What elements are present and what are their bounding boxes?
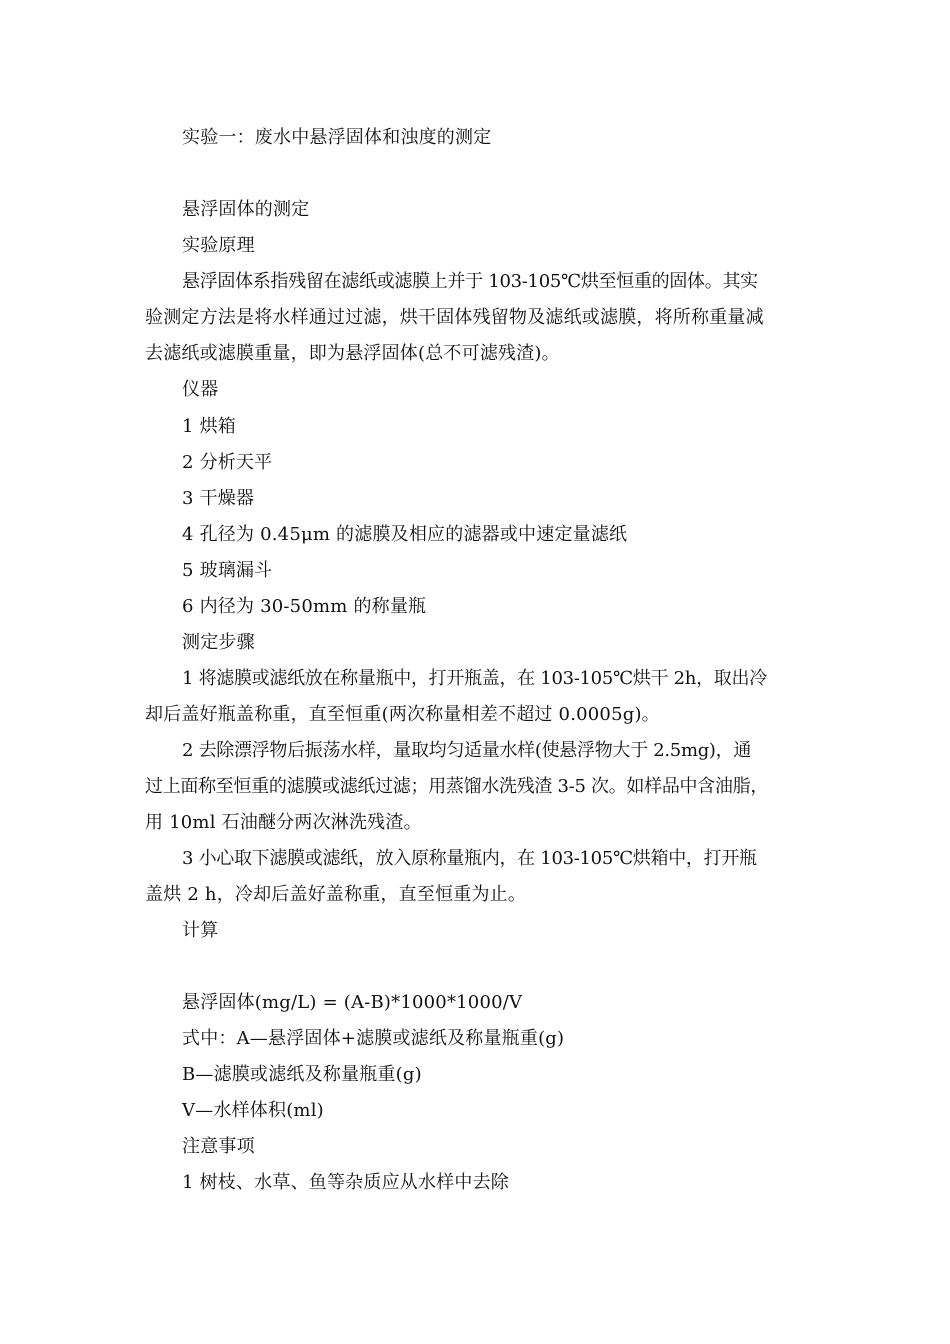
section-heading: 悬浮固体的测定 <box>182 199 310 220</box>
instruments-heading: 仪器 <box>182 379 219 400</box>
instrument-item: 5 玻璃漏斗 <box>182 560 273 581</box>
calc-heading: 计算 <box>182 920 219 941</box>
note-item: 1 树枝、水草、鱼等杂质应从水样中去除 <box>182 1172 509 1193</box>
steps-heading: 测定步骤 <box>182 632 255 653</box>
instrument-item: 1 烘箱 <box>182 416 236 437</box>
step-line: 1 将滤膜或滤纸放在称量瓶中，打开瓶盖，在 103-105℃烘干 2h，取出冷 <box>182 668 767 689</box>
instrument-item: 4 孔径为 0.45μm 的滤膜及相应的滤器或中速定量滤纸 <box>182 524 628 545</box>
calc-where-line: 式中：A—悬浮固体+滤膜或滤纸及称量瓶重(g) <box>182 1028 565 1049</box>
calc-where-line: B—滤膜或滤纸及称量瓶重(g) <box>182 1064 422 1085</box>
instrument-item: 6 内径为 30-50mm 的称量瓶 <box>182 596 427 617</box>
instrument-item: 2 分析天平 <box>182 452 273 473</box>
step-line: 2 去除漂浮物后振荡水样，量取均匀适量水样(使悬浮物大于 2.5mg)，通 <box>182 740 752 761</box>
calc-where-line: V—水样体积(ml) <box>182 1100 324 1121</box>
step-line: 盖烘 2 h，冷却后盖好盖称重，直至恒重为止。 <box>145 884 527 905</box>
principle-heading: 实验原理 <box>182 235 255 256</box>
notes-heading: 注意事项 <box>182 1136 255 1157</box>
step-line: 用 10ml 石油醚分两次淋洗残渣。 <box>145 812 422 833</box>
principle-line: 去滤纸或滤膜重量，即为悬浮固体(总不可滤残渣)。 <box>145 343 560 364</box>
principle-line: 悬浮固体系指残留在滤纸或滤膜上并于 103-105℃烘至恒重的固体。其实 <box>182 271 758 292</box>
step-line: 过上面称至恒重的滤膜或滤纸过滤；用蒸馏水洗残渣 3-5 次。如样品中含油脂， <box>145 776 769 797</box>
calc-formula: 悬浮固体(mg/L) = (A-B)*1000*1000/V <box>182 992 523 1013</box>
step-line: 却后盖好瓶盖称重，直至恒重(两次称量相差不超过 0.0005g)。 <box>145 704 660 725</box>
principle-line: 验测定方法是将水样通过过滤，烘干固体残留物及滤纸或滤膜，将所称重量减 <box>145 307 764 328</box>
document-title: 实验一：废水中悬浮固体和浊度的测定 <box>182 127 492 148</box>
instrument-item: 3 干燥器 <box>182 488 255 509</box>
step-line: 3 小心取下滤膜或滤纸，放入原称量瓶内，在 103-105℃烘箱中，打开瓶 <box>182 848 757 869</box>
